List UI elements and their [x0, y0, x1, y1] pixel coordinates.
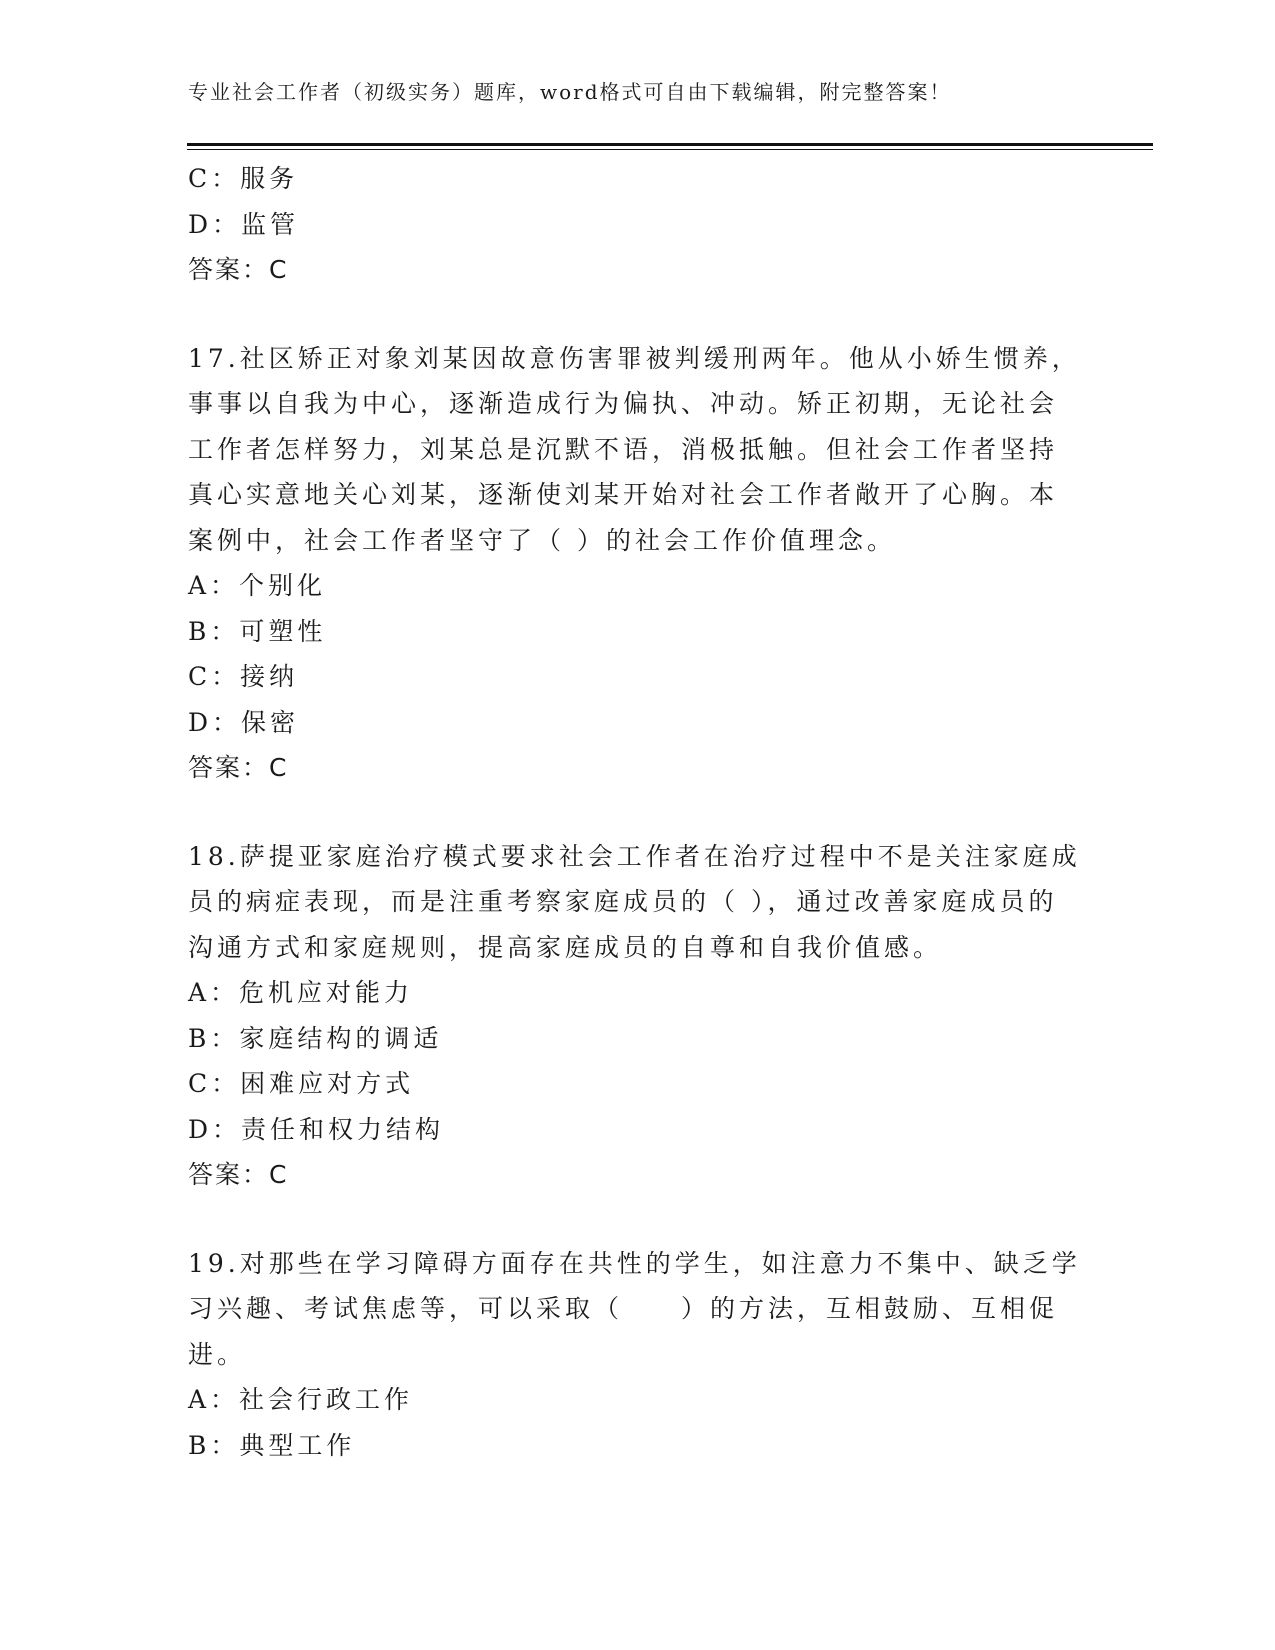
- option-a: A：社会行政工作: [188, 1385, 414, 1414]
- question-18: [188, 834, 1088, 1198]
- option-b: B：典型工作: [188, 1430, 356, 1460]
- option-a: A：个别化: [188, 571, 327, 600]
- question-text-line: 17.社区矫正对象刘某因故意伤害罪被判缓刑两年。他从小娇生惯养，: [188, 343, 1081, 373]
- question-text-line: 员的病症表现，而是注重考察家庭成员的（ ），通过改善家庭成员的: [188, 887, 1058, 916]
- question-17: [188, 336, 1088, 791]
- option-d: D：责任和权力结构: [188, 1114, 445, 1144]
- option-c: C：接纳: [188, 662, 299, 691]
- question-text-line: 事事以自我为中心，逐渐造成行为偏执、冲动。矫正初期，无论社会: [188, 389, 1059, 418]
- header-rule-thick: [187, 143, 1153, 146]
- document-body: [188, 156, 1088, 1468]
- question-text-line: 真心实意地关心刘某，逐渐使刘某开始对社会工作者敞开了心胸。本: [188, 480, 1059, 509]
- option-b: B：可塑性: [188, 616, 327, 646]
- question-text-line: 18.萨提亚家庭治疗模式要求社会工作者在治疗过程中不是关注家庭成: [188, 841, 1081, 871]
- answer-line: 答案：C: [188, 1160, 289, 1189]
- option-d: D：保密: [188, 707, 300, 737]
- option-b: B：家庭结构的调适: [188, 1023, 443, 1053]
- spacer: [188, 293, 1088, 336]
- spacer: [188, 1198, 1088, 1241]
- question-text-line: 案例中，社会工作者坚守了（ ）的社会工作价值理念。: [188, 525, 896, 555]
- option-d: D：监管: [188, 209, 300, 239]
- header-rule-thin: [187, 149, 1153, 150]
- question-text-line: 工作者怎样努力，刘某总是沉默不语，消极抵触。但社会工作者坚持: [188, 434, 1059, 464]
- option-a: A：危机应对能力: [188, 978, 414, 1007]
- question-text-line: 沟通方式和家庭规则，提高家庭成员的自尊和自我价值感。: [188, 932, 943, 962]
- spacer: [188, 791, 1088, 834]
- question-19: [188, 1241, 1088, 1469]
- question-text-line: 进。: [188, 1339, 247, 1369]
- option-c: C：服务: [188, 164, 299, 193]
- question-text-line: 19.对那些在学习障碍方面存在共性的学生，如注意力不集中、缺乏学: [188, 1248, 1081, 1278]
- answer-line: 答案：C: [188, 753, 289, 782]
- option-c: C：困难应对方式: [188, 1069, 415, 1098]
- answer-line: 答案：C: [188, 255, 289, 284]
- page-header: 专业社会工作者（初级实务）题库，word格式可自由下载编辑，附完整答案！: [188, 80, 952, 104]
- question-text-line: 习兴趣、考试焦虑等，可以采取（ ）的方法，互相鼓励、互相促: [188, 1294, 1059, 1323]
